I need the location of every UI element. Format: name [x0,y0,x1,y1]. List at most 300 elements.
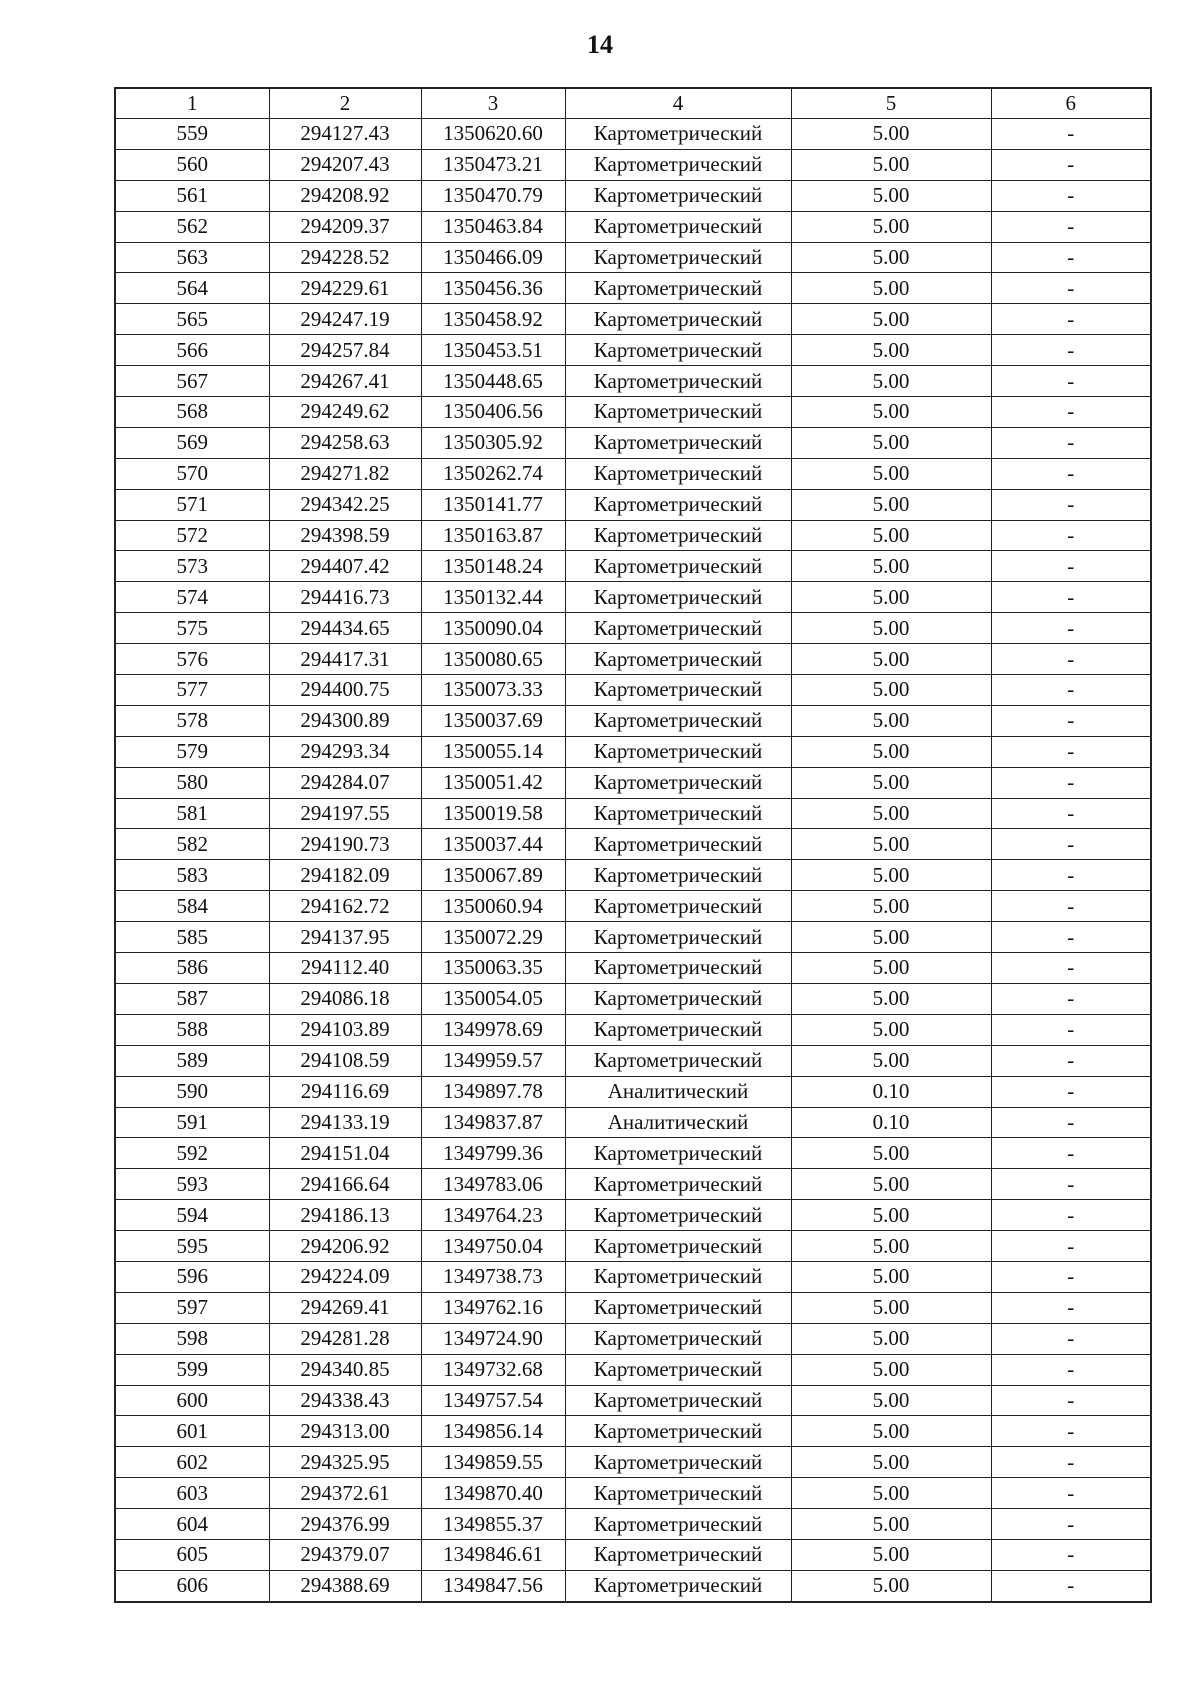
accuracy-cell: 5.00 [791,705,991,736]
table-row [115,1570,1151,1601]
accuracy-cell: 5.00 [791,953,991,984]
method-cell: Картометрический [565,983,791,1014]
point-number-cell: 589 [115,1045,269,1076]
y-coordinate-cell: 1350262.74 [421,458,565,489]
x-coordinate-cell: 294293.34 [269,736,421,767]
method-cell: Картометрический [565,891,791,922]
method-cell: Картометрический [565,705,791,736]
y-coordinate-cell: 1350055.14 [421,736,565,767]
x-coordinate-cell: 294258.63 [269,427,421,458]
x-coordinate-cell: 294281.28 [269,1323,421,1354]
method-cell: Аналитический [565,1076,791,1107]
note-cell: - [991,1169,1151,1200]
accuracy-cell: 5.00 [791,211,991,242]
point-number-cell: 587 [115,983,269,1014]
method-cell: Картометрический [565,1447,791,1478]
table-header [115,88,1151,119]
method-cell: Картометрический [565,767,791,798]
method-cell: Картометрический [565,675,791,706]
x-coordinate-cell: 294247.19 [269,304,421,335]
table-row [115,520,1151,551]
x-coordinate-cell: 294127.43 [269,119,421,150]
note-cell: - [991,891,1151,922]
accuracy-cell: 0.10 [791,1107,991,1138]
x-coordinate-cell: 294271.82 [269,458,421,489]
y-coordinate-cell: 1350054.05 [421,983,565,1014]
table-row [115,1231,1151,1262]
y-coordinate-cell: 1350080.65 [421,644,565,675]
note-cell: - [991,1447,1151,1478]
y-coordinate-cell: 1349757.54 [421,1385,565,1416]
table-row [115,1447,1151,1478]
note-cell: - [991,366,1151,397]
method-cell: Картометрический [565,644,791,675]
y-coordinate-cell: 1350067.89 [421,860,565,891]
note-cell: - [991,520,1151,551]
x-coordinate-cell: 294398.59 [269,520,421,551]
y-coordinate-cell: 1349750.04 [421,1231,565,1262]
y-coordinate-cell: 1350473.21 [421,149,565,180]
point-number-cell: 603 [115,1478,269,1509]
note-cell: - [991,1200,1151,1231]
point-number-cell: 574 [115,582,269,613]
table-row [115,427,1151,458]
y-coordinate-cell: 1350019.58 [421,798,565,829]
y-coordinate-cell: 1350073.33 [421,675,565,706]
column-header-1: 1 [115,88,269,119]
y-coordinate-cell: 1349738.73 [421,1261,565,1292]
method-cell: Картометрический [565,829,791,860]
note-cell: - [991,1045,1151,1076]
note-cell: - [991,458,1151,489]
accuracy-cell: 0.10 [791,1076,991,1107]
point-number-cell: 575 [115,613,269,644]
accuracy-cell: 5.00 [791,767,991,798]
table-row [115,180,1151,211]
point-number-cell: 568 [115,397,269,428]
accuracy-cell: 5.00 [791,582,991,613]
accuracy-cell: 5.00 [791,1416,991,1447]
x-coordinate-cell: 294340.85 [269,1354,421,1385]
point-number-cell: 576 [115,644,269,675]
note-cell: - [991,1138,1151,1169]
note-cell: - [991,644,1151,675]
table-row [115,582,1151,613]
table-row [115,829,1151,860]
y-coordinate-cell: 1350063.35 [421,953,565,984]
x-coordinate-cell: 294151.04 [269,1138,421,1169]
point-number-cell: 583 [115,860,269,891]
method-cell: Картометрический [565,397,791,428]
method-cell: Картометрический [565,922,791,953]
method-cell: Картометрический [565,273,791,304]
table-row [115,1354,1151,1385]
point-number-cell: 562 [115,211,269,242]
note-cell: - [991,1416,1151,1447]
y-coordinate-cell: 1349799.36 [421,1138,565,1169]
y-coordinate-cell: 1350072.29 [421,922,565,953]
accuracy-cell: 5.00 [791,180,991,211]
method-cell: Картометрический [565,1169,791,1200]
accuracy-cell: 5.00 [791,551,991,582]
note-cell: - [991,829,1151,860]
note-cell: - [991,304,1151,335]
method-cell: Картометрический [565,1416,791,1447]
y-coordinate-cell: 1350037.69 [421,705,565,736]
table-row [115,860,1151,891]
point-number-cell: 605 [115,1539,269,1570]
note-cell: - [991,242,1151,273]
table-row [115,1478,1151,1509]
y-coordinate-cell: 1349978.69 [421,1014,565,1045]
point-number-cell: 594 [115,1200,269,1231]
accuracy-cell: 5.00 [791,891,991,922]
note-cell: - [991,1509,1151,1540]
note-cell: - [991,489,1151,520]
point-number-cell: 573 [115,551,269,582]
note-cell: - [991,983,1151,1014]
table-row [115,1416,1151,1447]
method-cell: Картометрический [565,953,791,984]
x-coordinate-cell: 294162.72 [269,891,421,922]
accuracy-cell: 5.00 [791,119,991,150]
method-cell: Картометрический [565,335,791,366]
table-row [115,1169,1151,1200]
x-coordinate-cell: 294207.43 [269,149,421,180]
method-cell: Картометрический [565,736,791,767]
x-coordinate-cell: 294400.75 [269,675,421,706]
point-number-cell: 602 [115,1447,269,1478]
accuracy-cell: 5.00 [791,397,991,428]
method-cell: Картометрический [565,582,791,613]
note-cell: - [991,1107,1151,1138]
accuracy-cell: 5.00 [791,1447,991,1478]
note-cell: - [991,180,1151,211]
note-cell: - [991,1261,1151,1292]
point-number-cell: 591 [115,1107,269,1138]
x-coordinate-cell: 294197.55 [269,798,421,829]
y-coordinate-cell: 1349837.87 [421,1107,565,1138]
accuracy-cell: 5.00 [791,1478,991,1509]
accuracy-cell: 5.00 [791,1570,991,1601]
x-coordinate-cell: 294086.18 [269,983,421,1014]
accuracy-cell: 5.00 [791,675,991,706]
note-cell: - [991,335,1151,366]
y-coordinate-cell: 1349870.40 [421,1478,565,1509]
accuracy-cell: 5.00 [791,242,991,273]
method-cell: Картометрический [565,1539,791,1570]
x-coordinate-cell: 294249.62 [269,397,421,428]
x-coordinate-cell: 294372.61 [269,1478,421,1509]
accuracy-cell: 5.00 [791,736,991,767]
table-row [115,1200,1151,1231]
table-row [115,1385,1151,1416]
method-cell: Картометрический [565,149,791,180]
note-cell: - [991,119,1151,150]
point-number-cell: 586 [115,953,269,984]
method-cell: Картометрический [565,1292,791,1323]
accuracy-cell: 5.00 [791,1231,991,1262]
point-number-cell: 585 [115,922,269,953]
accuracy-cell: 5.00 [791,860,991,891]
method-cell: Картометрический [565,1478,791,1509]
note-cell: - [991,613,1151,644]
y-coordinate-cell: 1349764.23 [421,1200,565,1231]
note-cell: - [991,1478,1151,1509]
x-coordinate-cell: 294379.07 [269,1539,421,1570]
point-number-cell: 600 [115,1385,269,1416]
x-coordinate-cell: 294434.65 [269,613,421,644]
table-row [115,366,1151,397]
note-cell: - [991,1354,1151,1385]
x-coordinate-cell: 294137.95 [269,922,421,953]
table-row [115,1107,1151,1138]
point-number-cell: 582 [115,829,269,860]
accuracy-cell: 5.00 [791,644,991,675]
table-row [115,1509,1151,1540]
y-coordinate-cell: 1350448.65 [421,366,565,397]
accuracy-cell: 5.00 [791,1539,991,1570]
note-cell: - [991,860,1151,891]
method-cell: Картометрический [565,1509,791,1540]
point-number-cell: 604 [115,1509,269,1540]
method-cell: Картометрический [565,242,791,273]
y-coordinate-cell: 1350406.56 [421,397,565,428]
point-number-cell: 606 [115,1570,269,1601]
point-number-cell: 563 [115,242,269,273]
note-cell: - [991,922,1151,953]
point-number-cell: 571 [115,489,269,520]
table-row [115,273,1151,304]
x-coordinate-cell: 294206.92 [269,1231,421,1262]
accuracy-cell: 5.00 [791,1045,991,1076]
point-number-cell: 597 [115,1292,269,1323]
y-coordinate-cell: 1350453.51 [421,335,565,366]
point-number-cell: 580 [115,767,269,798]
note-cell: - [991,551,1151,582]
point-number-cell: 567 [115,366,269,397]
table-row [115,644,1151,675]
accuracy-cell: 5.00 [791,1014,991,1045]
table-row [115,1076,1151,1107]
accuracy-cell: 5.00 [791,922,991,953]
point-number-cell: 581 [115,798,269,829]
y-coordinate-cell: 1349762.16 [421,1292,565,1323]
table-row [115,458,1151,489]
point-number-cell: 599 [115,1354,269,1385]
table-row [115,1138,1151,1169]
x-coordinate-cell: 294166.64 [269,1169,421,1200]
point-number-cell: 584 [115,891,269,922]
x-coordinate-cell: 294376.99 [269,1509,421,1540]
y-coordinate-cell: 1349859.55 [421,1447,565,1478]
method-cell: Картометрический [565,458,791,489]
point-number-cell: 595 [115,1231,269,1262]
method-cell: Аналитический [565,1107,791,1138]
note-cell: - [991,1231,1151,1262]
accuracy-cell: 5.00 [791,489,991,520]
coordinates-table [114,87,1152,1603]
note-cell: - [991,582,1151,613]
method-cell: Картометрический [565,1323,791,1354]
table-row [115,798,1151,829]
method-cell: Картометрический [565,520,791,551]
point-number-cell: 560 [115,149,269,180]
x-coordinate-cell: 294267.41 [269,366,421,397]
method-cell: Картометрический [565,180,791,211]
y-coordinate-cell: 1350163.87 [421,520,565,551]
y-coordinate-cell: 1350037.44 [421,829,565,860]
table-row [115,675,1151,706]
table-row [115,1292,1151,1323]
method-cell: Картометрический [565,1014,791,1045]
accuracy-cell: 5.00 [791,1138,991,1169]
accuracy-cell: 5.00 [791,304,991,335]
note-cell: - [991,1539,1151,1570]
method-cell: Картометрический [565,613,791,644]
accuracy-cell: 5.00 [791,829,991,860]
note-cell: - [991,736,1151,767]
accuracy-cell: 5.00 [791,273,991,304]
note-cell: - [991,1323,1151,1354]
table-body [115,119,1151,1602]
note-cell: - [991,675,1151,706]
table-row [115,953,1151,984]
accuracy-cell: 5.00 [791,613,991,644]
note-cell: - [991,798,1151,829]
x-coordinate-cell: 294133.19 [269,1107,421,1138]
x-coordinate-cell: 294209.37 [269,211,421,242]
table-row [115,1261,1151,1292]
table-row [115,119,1151,150]
method-cell: Картометрический [565,211,791,242]
x-coordinate-cell: 294417.31 [269,644,421,675]
accuracy-cell: 5.00 [791,427,991,458]
accuracy-cell: 5.00 [791,1169,991,1200]
table-row [115,242,1151,273]
point-number-cell: 564 [115,273,269,304]
x-coordinate-cell: 294228.52 [269,242,421,273]
accuracy-cell: 5.00 [791,149,991,180]
point-number-cell: 598 [115,1323,269,1354]
y-coordinate-cell: 1349897.78 [421,1076,565,1107]
table-row [115,767,1151,798]
note-cell: - [991,953,1151,984]
x-coordinate-cell: 294103.89 [269,1014,421,1045]
table-row [115,1539,1151,1570]
header-row [115,88,1151,119]
y-coordinate-cell: 1350132.44 [421,582,565,613]
note-cell: - [991,1076,1151,1107]
y-coordinate-cell: 1350148.24 [421,551,565,582]
point-number-cell: 593 [115,1169,269,1200]
accuracy-cell: 5.00 [791,1354,991,1385]
method-cell: Картометрический [565,304,791,335]
method-cell: Картометрический [565,1200,791,1231]
column-header-2: 2 [269,88,421,119]
accuracy-cell: 5.00 [791,1509,991,1540]
y-coordinate-cell: 1349783.06 [421,1169,565,1200]
x-coordinate-cell: 294284.07 [269,767,421,798]
note-cell: - [991,1014,1151,1045]
method-cell: Картометрический [565,551,791,582]
table-row [115,891,1151,922]
table-row [115,613,1151,644]
x-coordinate-cell: 294300.89 [269,705,421,736]
y-coordinate-cell: 1349959.57 [421,1045,565,1076]
accuracy-cell: 5.00 [791,798,991,829]
y-coordinate-cell: 1349724.90 [421,1323,565,1354]
note-cell: - [991,211,1151,242]
x-coordinate-cell: 294388.69 [269,1570,421,1601]
y-coordinate-cell: 1349732.68 [421,1354,565,1385]
point-number-cell: 579 [115,736,269,767]
accuracy-cell: 5.00 [791,1200,991,1231]
x-coordinate-cell: 294407.42 [269,551,421,582]
accuracy-cell: 5.00 [791,1385,991,1416]
point-number-cell: 572 [115,520,269,551]
point-number-cell: 565 [115,304,269,335]
accuracy-cell: 5.00 [791,520,991,551]
column-header-6: 6 [991,88,1151,119]
method-cell: Картометрический [565,1045,791,1076]
y-coordinate-cell: 1349847.56 [421,1570,565,1601]
x-coordinate-cell: 294416.73 [269,582,421,613]
table-row [115,304,1151,335]
point-number-cell: 590 [115,1076,269,1107]
y-coordinate-cell: 1350458.92 [421,304,565,335]
y-coordinate-cell: 1350456.36 [421,273,565,304]
method-cell: Картометрический [565,1570,791,1601]
point-number-cell: 577 [115,675,269,706]
note-cell: - [991,427,1151,458]
y-coordinate-cell: 1350463.84 [421,211,565,242]
point-number-cell: 561 [115,180,269,211]
accuracy-cell: 5.00 [791,458,991,489]
table-row [115,736,1151,767]
table-row [115,983,1151,1014]
y-coordinate-cell: 1350470.79 [421,180,565,211]
x-coordinate-cell: 294269.41 [269,1292,421,1323]
table-row [115,1045,1151,1076]
x-coordinate-cell: 294112.40 [269,953,421,984]
y-coordinate-cell: 1349846.61 [421,1539,565,1570]
note-cell: - [991,705,1151,736]
table-row [115,1323,1151,1354]
x-coordinate-cell: 294208.92 [269,180,421,211]
table-row [115,705,1151,736]
accuracy-cell: 5.00 [791,1292,991,1323]
table-row [115,149,1151,180]
y-coordinate-cell: 1349855.37 [421,1509,565,1540]
method-cell: Картометрический [565,1261,791,1292]
x-coordinate-cell: 294108.59 [269,1045,421,1076]
point-number-cell: 596 [115,1261,269,1292]
method-cell: Картометрический [565,1354,791,1385]
note-cell: - [991,149,1151,180]
method-cell: Картометрический [565,119,791,150]
note-cell: - [991,1570,1151,1601]
method-cell: Картометрический [565,427,791,458]
x-coordinate-cell: 294182.09 [269,860,421,891]
x-coordinate-cell: 294186.13 [269,1200,421,1231]
accuracy-cell: 5.00 [791,335,991,366]
column-header-3: 3 [421,88,565,119]
point-number-cell: 601 [115,1416,269,1447]
accuracy-cell: 5.00 [791,983,991,1014]
accuracy-cell: 5.00 [791,366,991,397]
x-coordinate-cell: 294116.69 [269,1076,421,1107]
